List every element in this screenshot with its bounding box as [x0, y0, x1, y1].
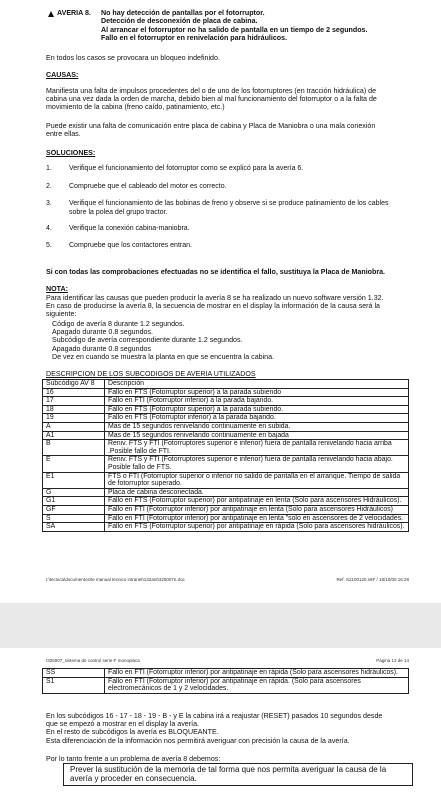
nota-steps: Código de avería 8 durante 1.2 segundos. Apagado durante 0.8 segundos. Subcódigo de avería correspondiente durante 1.2 segundos. Apagado durante 0.8 segundos De vez en cuando se muestra la planta en que se encuentra la cabina. [52, 320, 275, 361]
page-number: Página 13 de 14 [376, 658, 409, 663]
table-cell: FTS o FTI (Fotorruptor superior o inferior no salido de pantalla en el arranque. Tiempo de salida de fotorruptor superado. [105, 472, 409, 488]
table-cell: SS [43, 669, 105, 678]
table-cell: A1 [43, 431, 105, 440]
page-header-title: I325007_sistema de control serie-F monoplaca [46, 658, 140, 663]
table-row [43, 677, 409, 693]
page-separator [0, 603, 441, 648]
reset-paragraph: En los subcódigos 16 - 17 - 18 - 19 - B - y E la cabina irá a reajustar (RESET) pasados 10 segundos desde que se empezó a mostrar en el display la avería. En el resto de subcódigos la avería es BLOQUEANTE. Esta diferenciación de la información nos permitirá averiguar con precisión la causa de la avería. [46, 712, 383, 745]
table-cell: Fallo en FTI (Fotorruptor inferior) por antipatinaje en lenta (Solo para ascensores Hidráulicos) [105, 505, 409, 514]
table-cell: S [43, 514, 105, 523]
table-row [43, 440, 409, 456]
table-cell: S1 [43, 677, 105, 693]
table-cell: Fallo en FTS (Fotorruptor superior) a la parada subiendo. [105, 405, 409, 414]
solution-item: 3. Verifique el funcionamiento de las bobinas de freno y observe si se produce patinamiento de los cables sobre la polea del grupo tractor. [46, 200, 389, 216]
table-cell: Fallo en FTI (Fotorruptor inferior) a la parada bajando. [105, 397, 409, 406]
soluciones-list [46, 165, 388, 250]
footer-file-path: I:\tecnica\documentos\te manual tecnico intranet\132ant\325007e.doc [46, 577, 185, 582]
subcodes-table-continued [42, 668, 409, 694]
table-cell: Mas de 15 segundos renivelando continuamente en subida. [105, 422, 409, 431]
causas-paragraph-1: Manifiesta una falta de impulsos procedentes del o de uno de los fotorruptores (en tracción hidráulica) de cabina una vez dada la orden de marcha, debido bien al mal funcionamiento del fotorruptor o a la falta de movimiento de la cabina (freno caído, patinamiento, etc.) [46, 87, 377, 112]
table-cell: G [43, 488, 105, 497]
table-row [43, 388, 409, 397]
table-cell: Fallo en FTI (Fotorruptor inferior) por antipatinaje en rápida (Solo para ascensores hidráulicos). [105, 669, 409, 678]
highlight-box: Prever la sustitución de la memoria de tal forma que nos permita averiguar la causa de la avería y proceder en consecuencia. [63, 763, 413, 786]
table-row [43, 422, 409, 431]
table-cell: Placa de cabina desconectada. [105, 488, 409, 497]
table-row [43, 505, 409, 514]
table-row [43, 472, 409, 488]
table-cell: Reniv. FTS y FTI (Fotorruptores superior e inferior) fuera de pantalla renivelando hacia abajo. Posible fallo de FTS. [105, 456, 409, 472]
intro-text: En todos los casos se provocara un bloqueo indefinido. [46, 54, 220, 62]
table-cell: Fallo en FTS (Fotorruptor inferior) a la parada bajando. [105, 414, 409, 423]
column-header: Subcódigo AV 8 [43, 380, 105, 389]
solution-item: 1. Verifique el funcionamiento del fotorruptor como se explicó para la avería 6. [46, 165, 304, 172]
table-row [43, 456, 409, 472]
table-cell: Fallo en FTI (Fotorruptor inferior) por antipatinaje en rápida. (Solo para ascensores electromecánicos de 1 y 2 velocidades. [105, 677, 409, 693]
table-row [43, 497, 409, 506]
table-cell: Reniv. FTS y FTI (Fotorruptores superior e inferior) fuera de pantalla renivelando hacia arriba .Posible fallo de FTI. [105, 440, 409, 456]
footer-reference: Ref. S2100120.s6F / 18/10/00 16:28 [336, 577, 409, 582]
table-row [43, 523, 409, 532]
table-cell: Mas de 15 segundos renivelando continuamente en bajada [105, 431, 409, 440]
warning-icon [48, 11, 54, 17]
table-cell: 17 [43, 397, 105, 406]
table-cell: E1 [43, 472, 105, 488]
table-row [43, 488, 409, 497]
causas-paragraph-2: Puede existir una falta de comunicación entre placa de cabina y Placa de Maniobra o una mala conexión entre ellas. [46, 122, 376, 139]
table-cell: 16 [43, 388, 105, 397]
table-cell: Fallo en FTS (Fotorruptor superior) a la parada subiendo [105, 388, 409, 397]
soluciones-heading: SOLUCIONES: [46, 149, 96, 157]
table-cell: SA [43, 523, 105, 532]
column-header: Descripción [105, 380, 409, 389]
table-cell: GF [43, 505, 105, 514]
solution-item: 4. Verifique la conexión cabina-maniobra. [46, 224, 190, 232]
table-row [43, 431, 409, 440]
table-row [43, 514, 409, 523]
nota-heading: NOTA: [46, 285, 68, 293]
table-cell: A [43, 422, 105, 431]
table-row [43, 414, 409, 423]
fault-description: No hay detección de pantallas por el fotorruptor. Detección de desconexión de placa de cabina. Al arrancar el fotorruptor no ha salido de pantalla en un tiempo de 2 segundos. Fallo en el fotorruptor en renivelación para hidráulicos. [101, 9, 368, 43]
nota-paragraph: Para identificar las causas que pueden producir la avería 8 se ha realizado un nuevo software versión 1.32. En caso de producirse la avería 8, la secuencia de mostrar en el display la información de la causa será la siguiente: [46, 294, 384, 319]
document-page-2 [0, 648, 441, 800]
table-row [43, 405, 409, 414]
table-header-row [43, 380, 409, 389]
table-cell: Fallo en FTS (Fotorruptor superior) por antipatinaje en rápida (Solo para ascensores hidráulicos). [105, 523, 409, 532]
table-row [43, 669, 409, 678]
table-cell: 18 [43, 405, 105, 414]
table-cell: 19 [43, 414, 105, 423]
table-cell: Fallo en FTS (Fotorruptor superior) por antipatinaje en lenta (Solo para ascensores Hidráulicos). [105, 497, 409, 506]
solution-item: 2. Compruebe que el cableado del motor es correcto. [46, 183, 227, 191]
table-cell: E [43, 456, 105, 472]
table-row [43, 397, 409, 406]
fault-code: AVERIA 8. [57, 9, 91, 17]
table-cell: B [43, 440, 105, 456]
action-intro: Por lo tanto frente a un problema de avería 8 debemos: [46, 755, 221, 763]
causas-heading: CAUSAS: [46, 71, 79, 79]
solution-item: 5. Compruebe que los contactores entran. [46, 242, 192, 250]
table-cell: Fallo en FTI (Fotorruptor inferior) por antipatinaje en lenta "solo en ascensores de 2 velocidades. [105, 514, 409, 523]
summary-text: Si con todas las comprobaciones efectuadas no se identifica el fallo, sustituya la Placa de Maniobra. [46, 268, 386, 276]
subcodes-table [42, 379, 409, 532]
table-cell: G1 [43, 497, 105, 506]
table-title: DESCRIPCION DE LOS SUBCODIGOS DE AVERIA UTILIZADOS [46, 370, 256, 378]
